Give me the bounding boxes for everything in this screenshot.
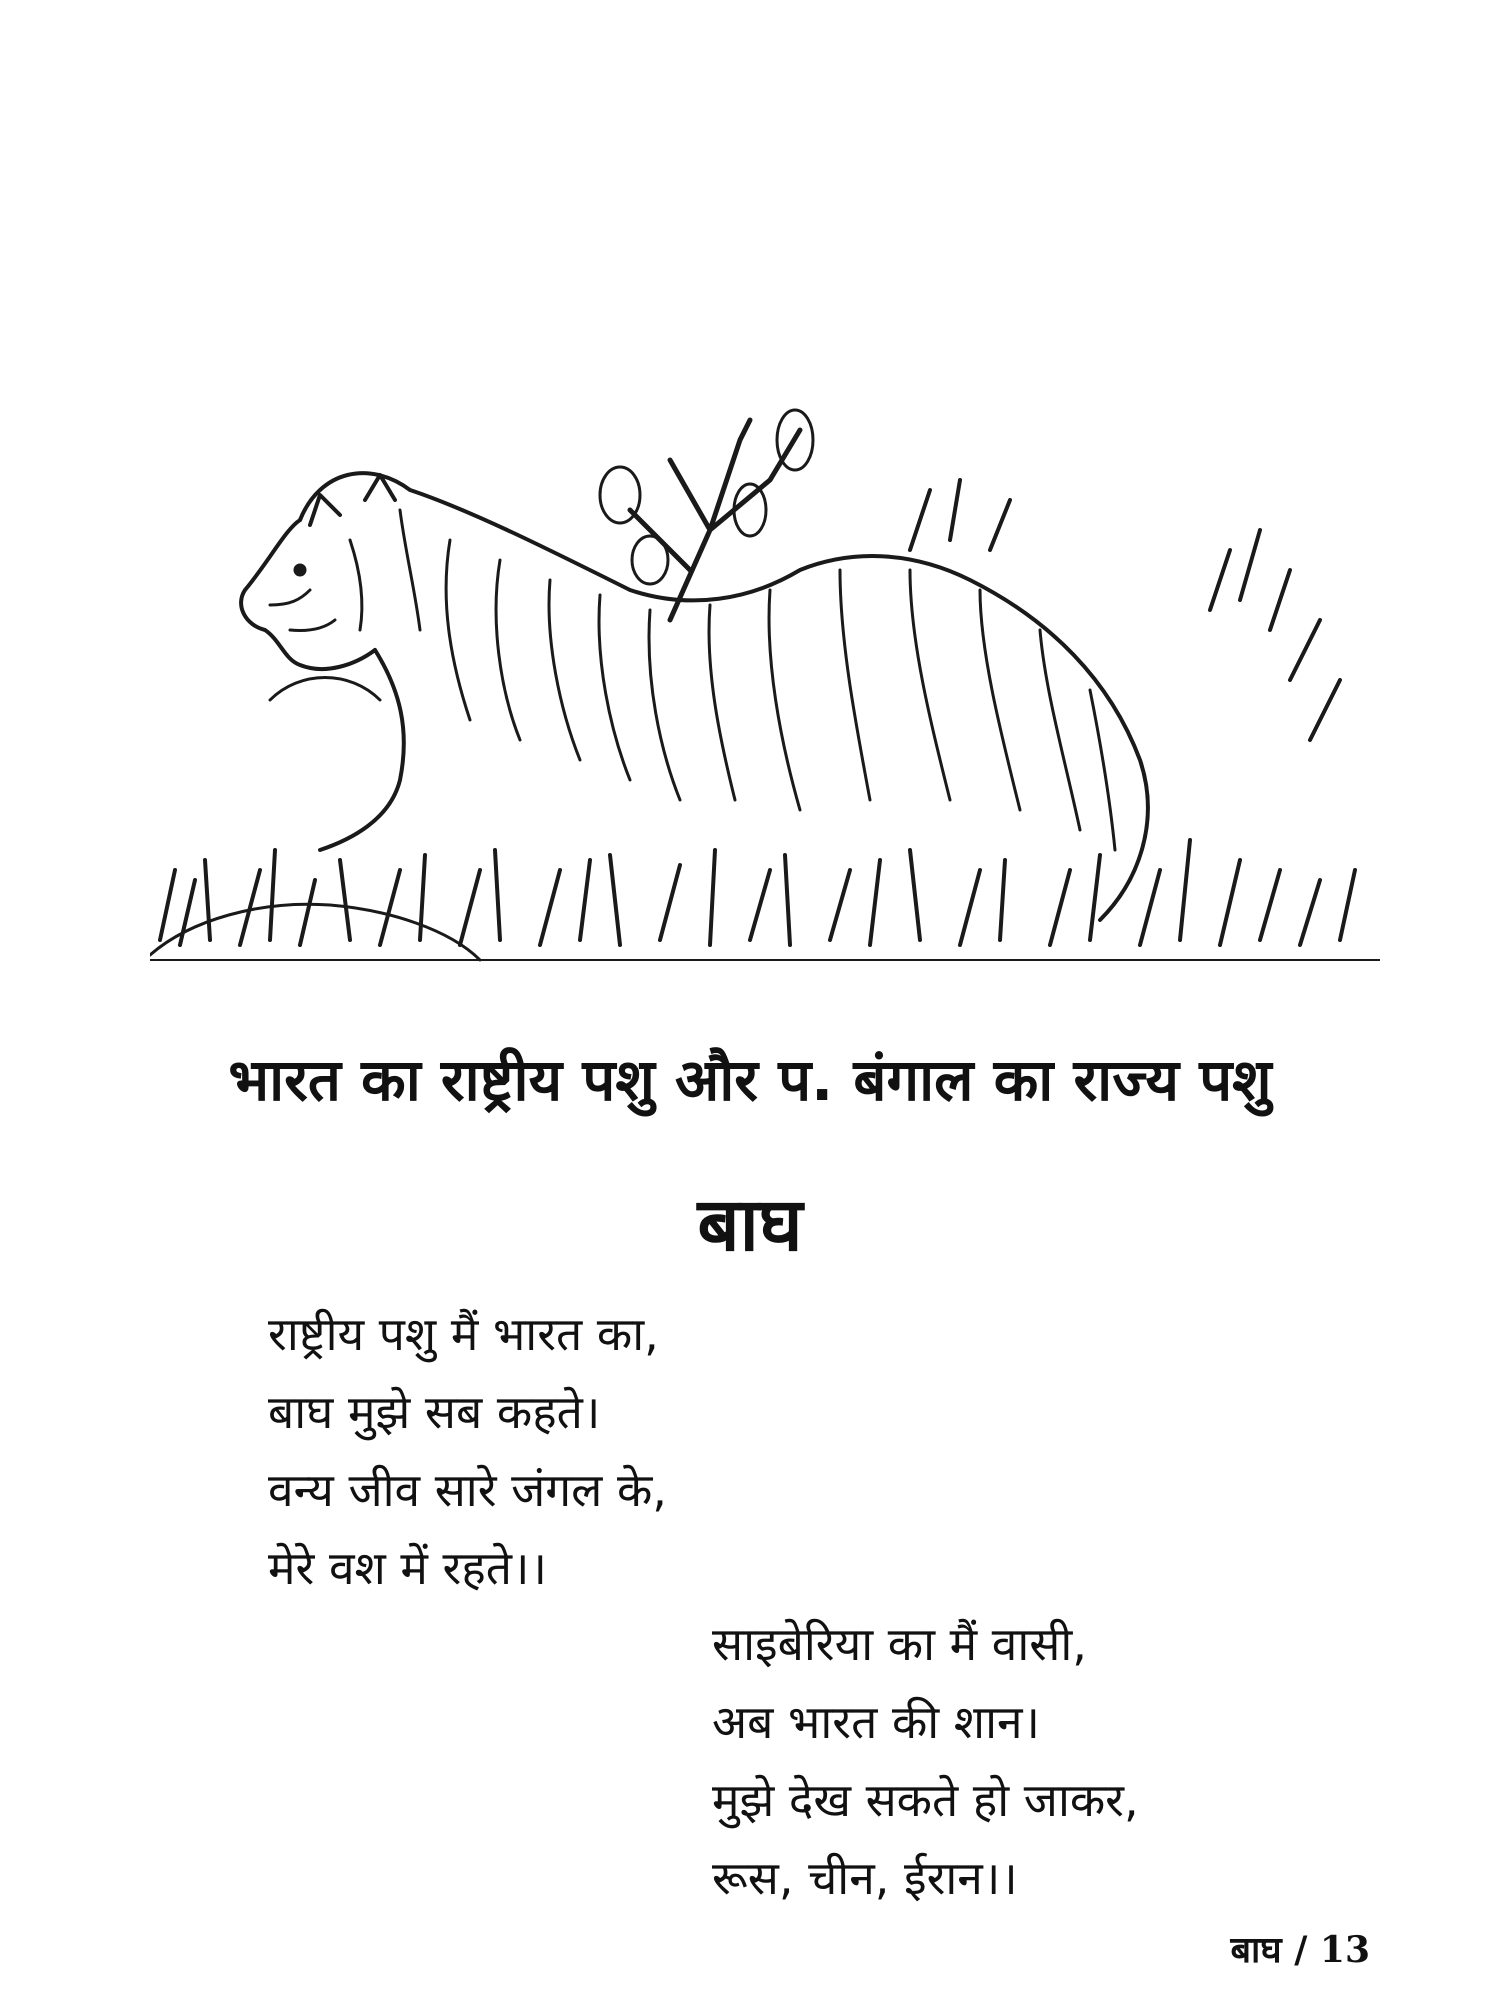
poem-line: बाघ मुझे सब कहते। xyxy=(268,1385,601,1439)
footer-chapter: बाघ xyxy=(1230,1929,1282,1971)
tiger-illustration xyxy=(150,400,1380,965)
page-footer xyxy=(1230,1925,1370,1975)
page-number: 13 xyxy=(1319,1929,1370,1971)
poem-line: वन्य जीव सारे जंगल के, xyxy=(268,1463,667,1517)
footer-separator: / xyxy=(1294,1929,1308,1971)
poem-line: मुझे देख सकते हो जाकर, xyxy=(712,1773,1139,1827)
poem-stanza-1 xyxy=(268,1295,667,1607)
poem-line: रूस, चीन, ईरान।। xyxy=(712,1851,1018,1905)
poem-line: अब भारत की शान। xyxy=(712,1695,1040,1749)
subtitle: भारत का राष्ट्रीय पशु और प. बंगाल का राज्य पशु xyxy=(228,1046,1272,1114)
tiger-lying-in-grass-icon xyxy=(150,400,1380,965)
page-title: बाघ xyxy=(697,1182,803,1268)
poem-line: राष्ट्रीय पशु मैं भारत का, xyxy=(268,1307,659,1361)
poem-line: मेरे वश में रहते।। xyxy=(268,1541,547,1595)
poem-line: साइबेरिया का मैं वासी, xyxy=(712,1617,1087,1671)
poem-stanza-2 xyxy=(712,1605,1139,1917)
